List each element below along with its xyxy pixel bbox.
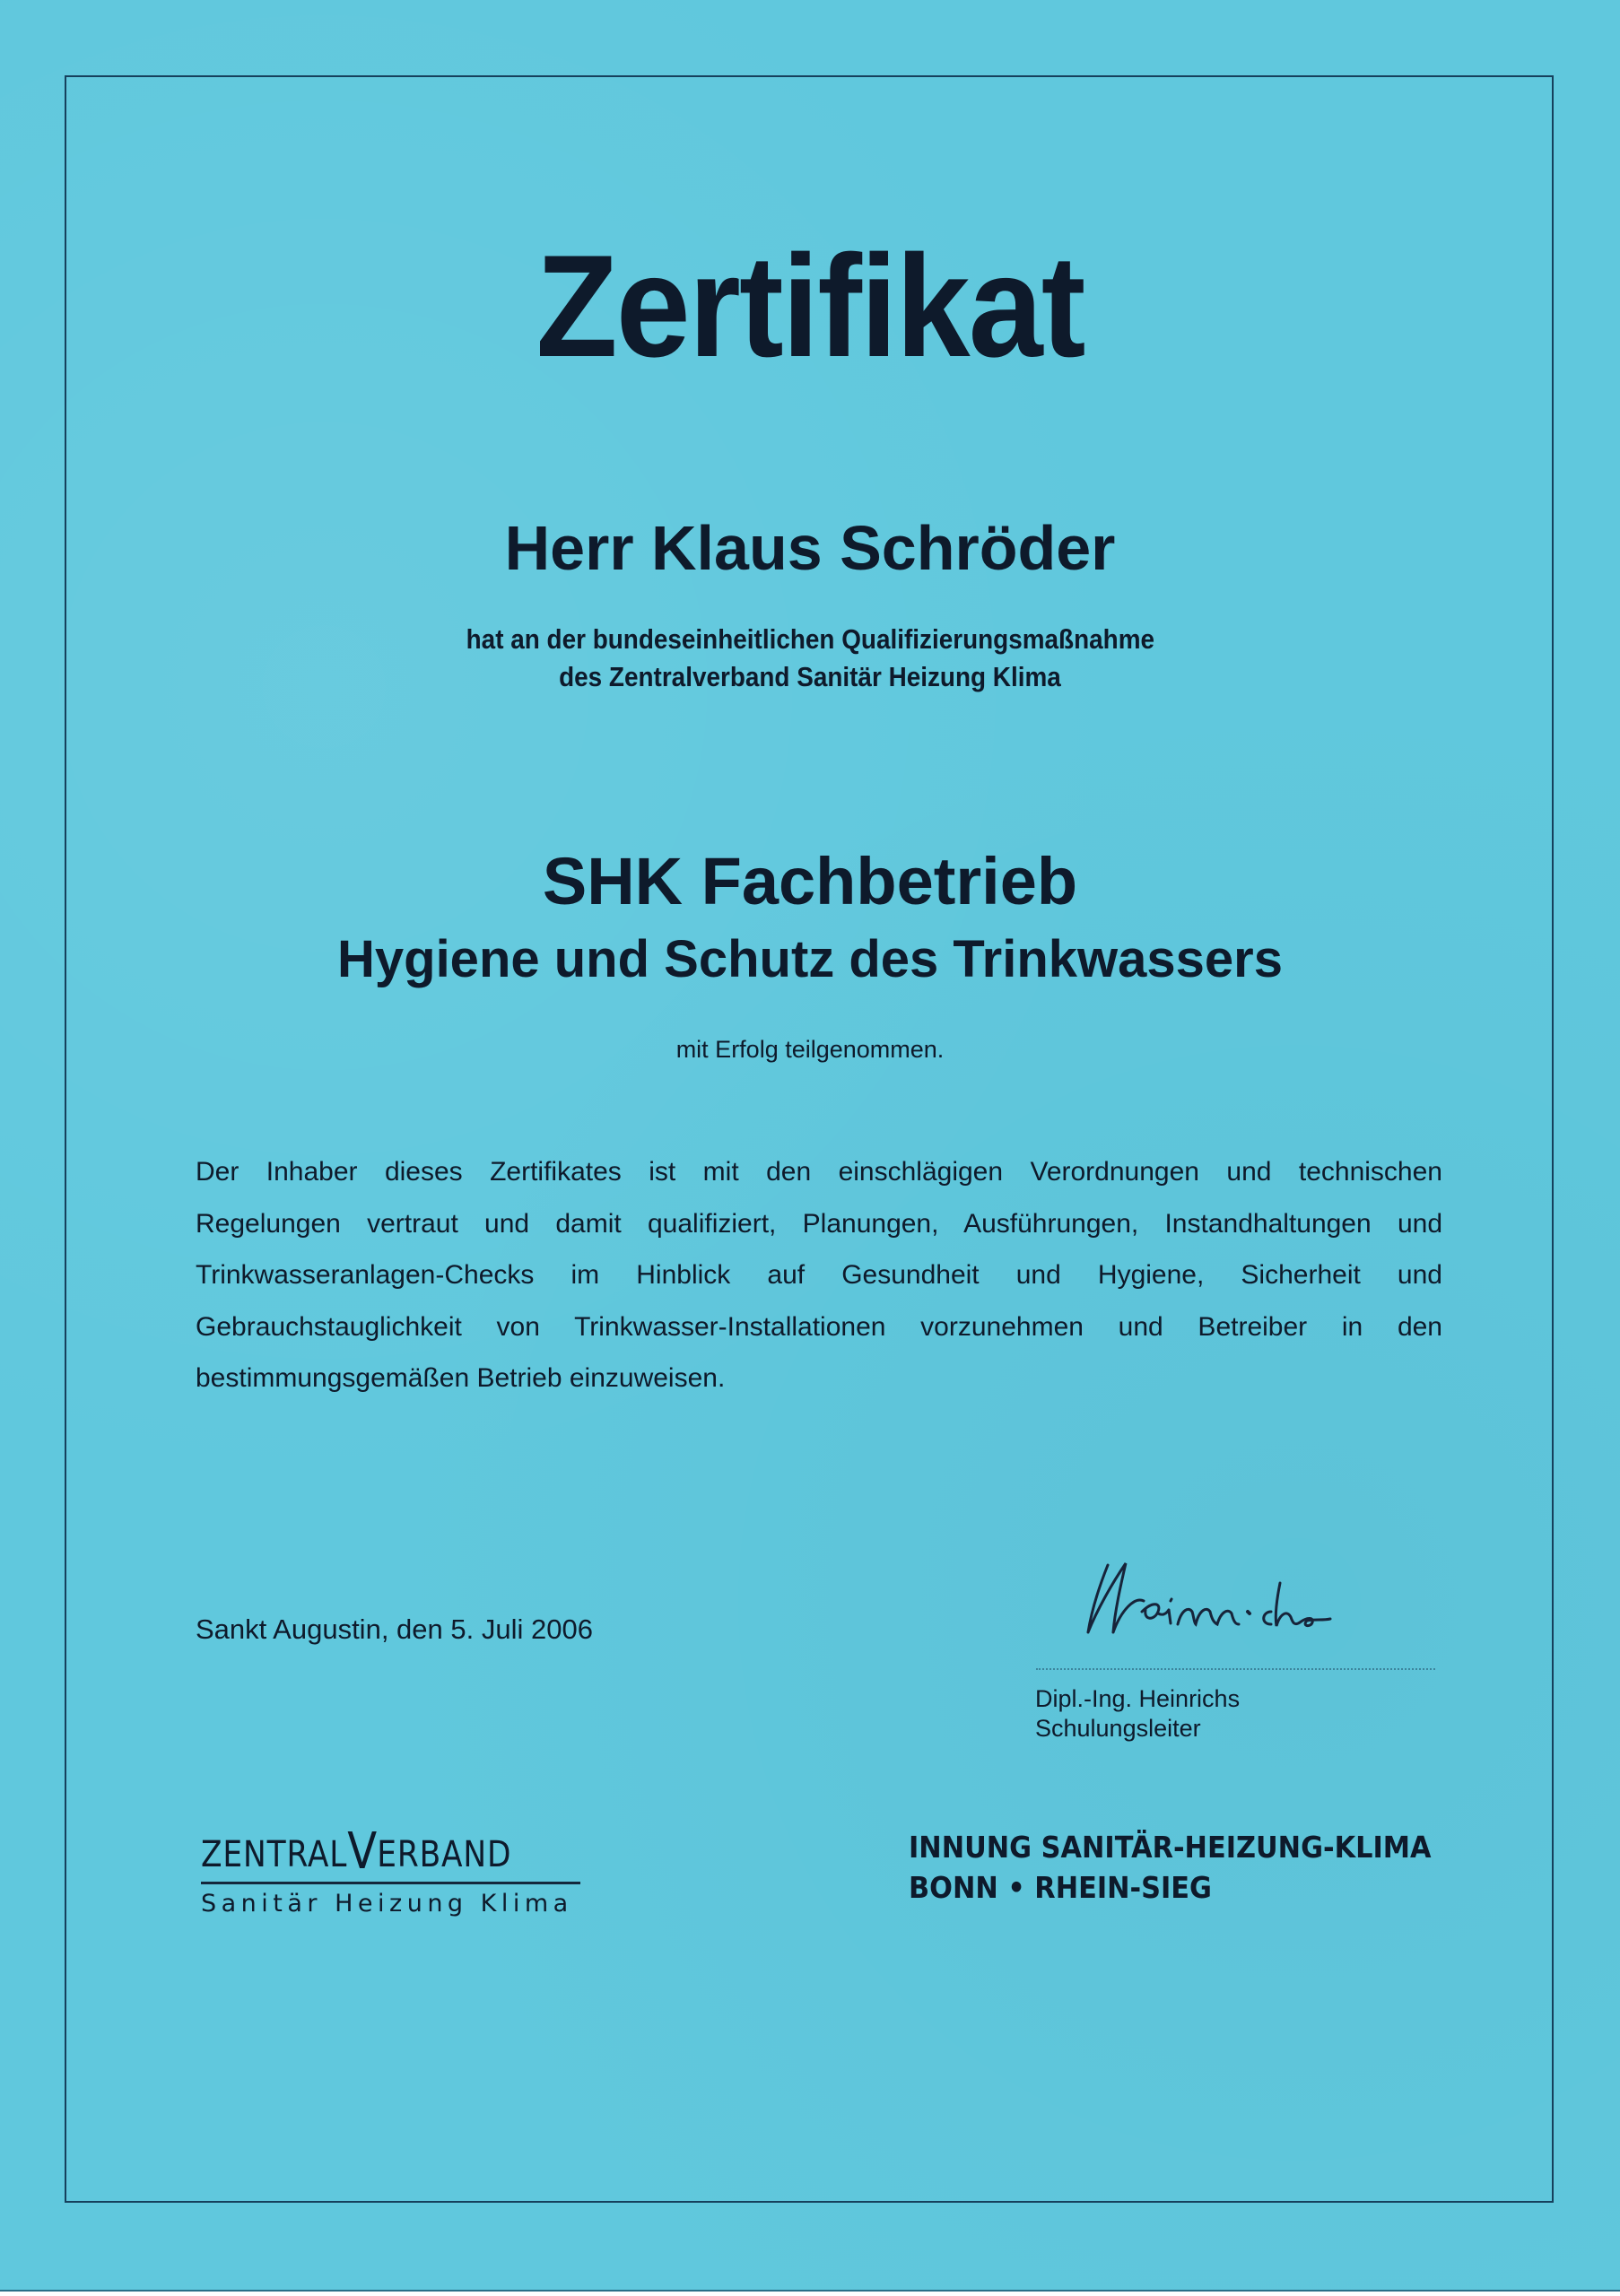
body-line: Der Inhaber dieses Zertifikates ist mit den einschlägigen Verordnungen und technischen — [196, 1157, 1442, 1187]
zentralverband-wordmark — [201, 1822, 529, 1881]
certificate-body-paragraph — [196, 1146, 1442, 1405]
body-line: bestimmungsgemäßen Betrieb einzuweisen. — [196, 1363, 726, 1393]
zentralverband-tagline: Sanitär Heizung Klima — [201, 1890, 573, 1918]
signatory-name: Dipl.-Ing. Heinrichs — [1035, 1685, 1241, 1712]
intro-line-2: des Zentralverband Sanitär Heizung Klima — [559, 661, 1061, 692]
program-subtitle: Hygiene und Schutz des Trinkwassers — [337, 930, 1283, 988]
signature-line — [1036, 1668, 1435, 1670]
place-and-date: Sankt Augustin, den 5. Juli 2006 — [196, 1613, 593, 1645]
certificate-title — [0, 226, 1620, 387]
zentralverband-wordmark-part2: ERBAND — [377, 1834, 512, 1875]
guild-line-2: BONN • RHEIN-SIEG — [909, 1870, 1212, 1905]
guild-logo — [909, 1827, 1431, 1908]
intro-text — [0, 621, 1620, 696]
zentralverband-wordmark-part1: ZENTRAL — [201, 1834, 348, 1875]
body-line: Gebrauchstauglichkeit von Trinkwasser-Installationen vorzunehmen und Betreiber in den — [196, 1311, 1442, 1342]
guild-line-1: INNUNG SANITÄR-HEIZUNG-KLIMA — [909, 1830, 1432, 1865]
certificate-title-text: Zertifikat — [536, 225, 1084, 387]
program-title: SHK Fachbetrieb — [542, 844, 1078, 918]
zentralverband-wordmark-v: V — [347, 1822, 378, 1881]
body-line: Trinkwasseranlagen-Checks im Hinblick auf Gesundheit und Hygiene, Sicherheit und — [196, 1260, 1442, 1290]
zentralverband-logo — [201, 1822, 582, 1922]
handwritten-signature — [1072, 1547, 1449, 1646]
result-text: mit Erfolg teilgenommen. — [675, 1036, 945, 1063]
body-line: Regelungen vertraut und damit qualifiziert, Planungen, Ausführungen, Instandhaltungen und — [196, 1208, 1442, 1239]
zentralverband-rule — [201, 1882, 580, 1884]
signatory-role: Schulungsleiter — [1035, 1715, 1201, 1742]
recipient-name: Herr Klaus Schröder — [504, 513, 1116, 583]
intro-line-1: hat an der bundeseinheitlichen Qualifizierungsmaßnahme — [466, 623, 1154, 655]
